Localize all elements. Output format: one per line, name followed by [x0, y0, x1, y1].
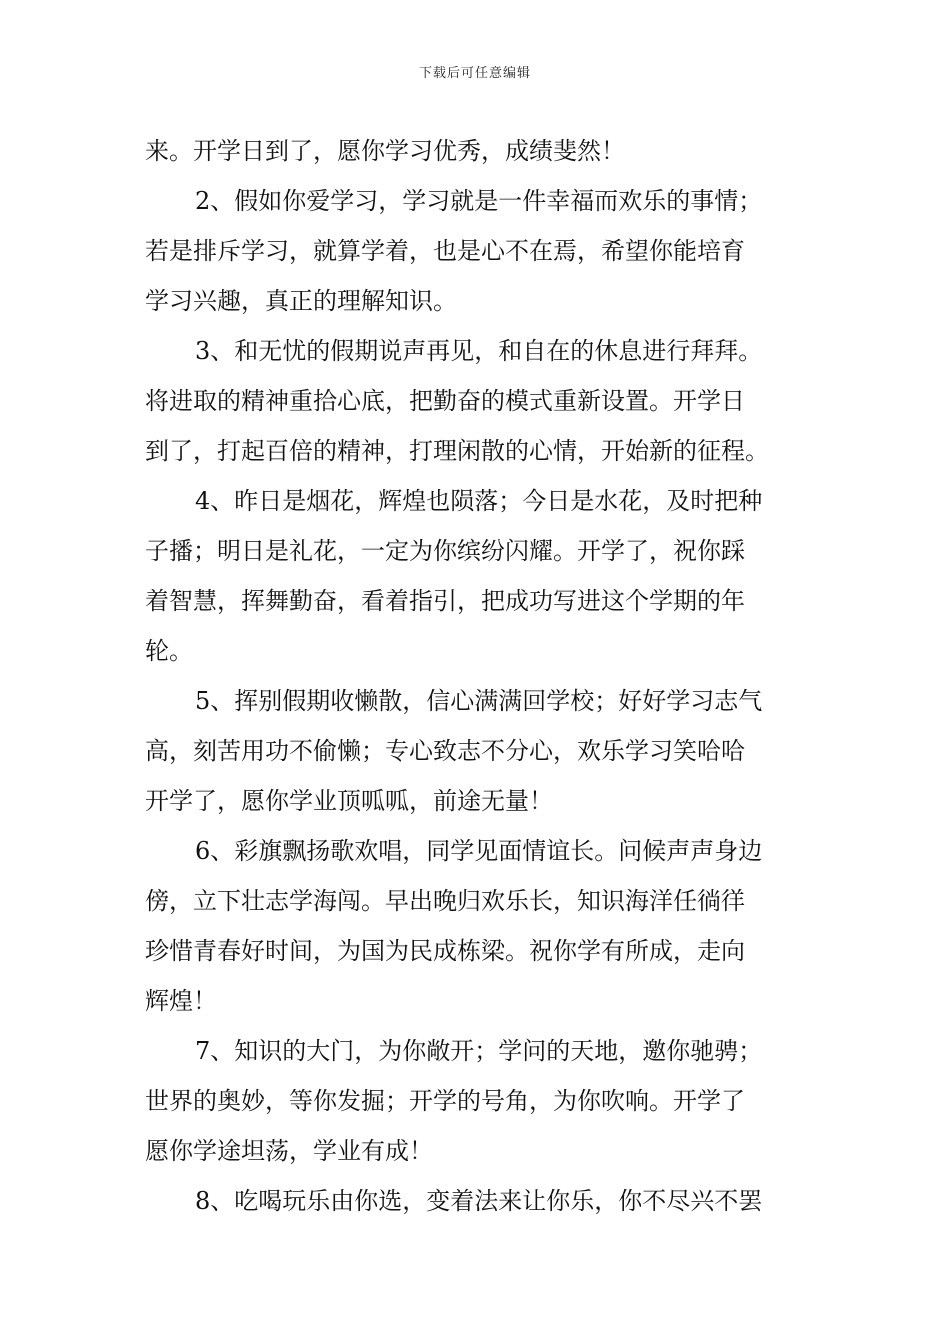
text-line: 傍，立下壮志学海闯。早出晚归欢乐长，知识海洋任徜徉	[145, 887, 745, 915]
text-line: 轮。	[145, 637, 193, 665]
paragraph-7-start: 7、知识的大门，为你敞开；学问的天地，邀你驰骋；	[195, 1037, 763, 1065]
text-line: 来。开学日到了，愿你学习优秀，成绩斐然！	[145, 137, 625, 165]
text-line: 世界的奥妙，等你发掘；开学的号角，为你吹响。开学了	[145, 1087, 745, 1115]
paragraph-5-start: 5、挥别假期收懒散，信心满满回学校；好好学习志气	[195, 687, 763, 715]
text-line: 子播；明日是礼花，一定为你缤纷闪耀。开学了，祝你踩	[145, 537, 745, 565]
paragraph-3-start: 3、和无忧的假期说声再见，和自在的休息进行拜拜。	[195, 337, 763, 365]
text-line: 到了，打起百倍的精神，打理闲散的心情，开始新的征程。	[145, 437, 769, 465]
text-line: 着智慧，挥舞勤奋，看着指引，把成功写进这个学期的年	[145, 587, 745, 615]
paragraph-6-start: 6、彩旗飘扬歌欢唱，同学见面情谊长。问候声声身边	[195, 837, 763, 865]
paragraph-8-start: 8、吃喝玩乐由你选，变着法来让你乐，你不尽兴不罢	[195, 1187, 763, 1215]
page-header-note: 下载后可任意编辑	[418, 66, 531, 81]
text-line: 高，刻苦用功不偷懒；专心致志不分心，欢乐学习笑哈哈	[145, 737, 745, 765]
text-line: 将进取的精神重拾心底，把勤奋的模式重新设置。开学日	[145, 387, 745, 415]
paragraph-4-start: 4、昨日是烟花，辉煌也陨落；今日是水花，及时把种	[195, 487, 763, 515]
text-line: 辉煌！	[145, 987, 217, 1015]
paragraph-2-start: 2、假如你爱学习，学习就是一件幸福而欢乐的事情；	[195, 187, 763, 215]
text-line: 珍惜青春好时间，为国为民成栋梁。祝你学有所成，走向	[145, 937, 745, 965]
document-body	[145, 126, 815, 1226]
text-line: 愿你学途坦荡，学业有成！	[145, 1137, 433, 1165]
text-line: 开学了，愿你学业顶呱呱，前途无量！	[145, 787, 553, 815]
text-line: 若是排斥学习，就算学着，也是心不在焉，希望你能培育	[145, 237, 745, 265]
text-line: 学习兴趣，真正的理解知识。	[145, 287, 457, 315]
